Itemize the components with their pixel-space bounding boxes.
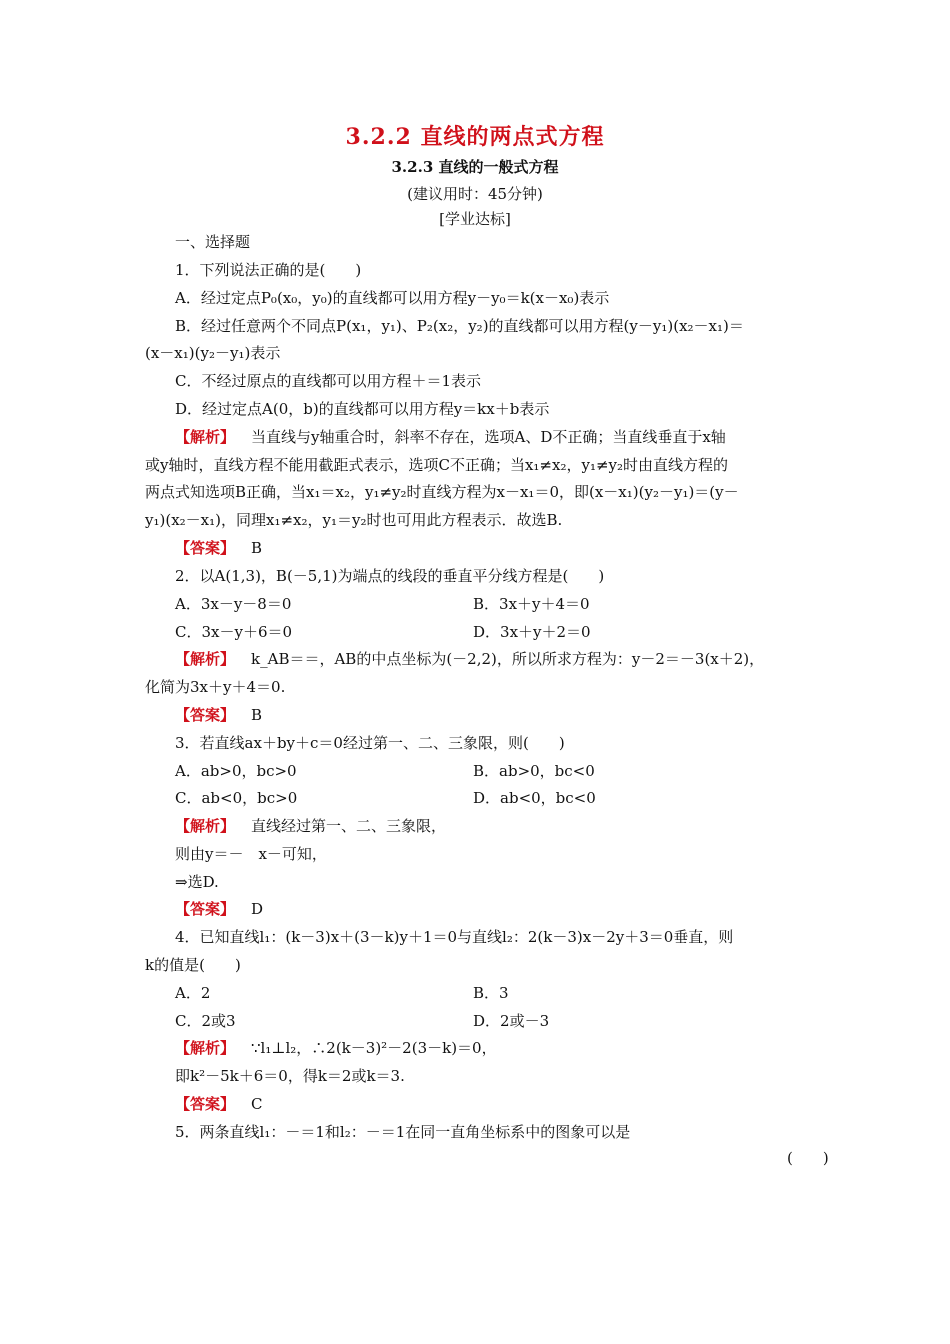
q4-option-d: D．2或－3 [473, 1012, 550, 1030]
page-title: 3.2.2 直线的两点式方程 [345, 124, 605, 150]
answer-label: 【答案】 [175, 539, 236, 557]
q1-option-d: D．经过定点A(0，b)的直线都可以用方程y＝kx＋b表示 [175, 400, 550, 418]
q2-option-b: B．3x＋y＋4＝0 [473, 595, 590, 613]
q4-analysis [175, 1038, 497, 1058]
answer-label: 【答案】 [175, 1095, 236, 1113]
q2-answer [175, 705, 262, 725]
suggested-time: (建议用时：45分钟) [407, 185, 543, 203]
q2-answer-value: B [251, 706, 263, 724]
q5-stem: 5．两条直线l₁：－＝1和l₂：－＝1在同一直角坐标系中的图象可以是 [175, 1123, 631, 1141]
q5-answer-blank: ( ) [787, 1149, 829, 1167]
answer-label: 【答案】 [175, 900, 236, 918]
q4-option-a: A．2 [175, 984, 211, 1002]
q4-analysis-line2: 即k²－5k＋6＝0，得k＝2或k＝3. [175, 1067, 405, 1085]
q1-analysis-text: 当直线与y轴重合时，斜率不存在，选项A、D不正确；当直线垂直于x轴 [251, 428, 726, 446]
q1-stem: 1．下列说法正确的是( ) [175, 261, 362, 279]
q4-stem: 4．已知直线l₁：(k－3)x＋(3－k)y＋1＝0与直线l₂：2(k－3)x－2y＋3＝0垂直，则 [175, 928, 734, 946]
q4-analysis-text: ∵l₁⊥l₂，∴2(k－3)²－2(3－k)＝0， [251, 1039, 497, 1057]
analysis-label: 【解析】 [175, 1039, 236, 1057]
q2-option-d: D．3x＋y＋2＝0 [473, 623, 591, 641]
q2-analysis [175, 649, 764, 669]
q2-stem: 2．以A(1,3)，B(－5,1)为端点的线段的垂直平分线方程是( ) [175, 567, 605, 585]
q3-option-c: C．ab<0，bc>0 [175, 789, 298, 807]
q3-analysis [175, 816, 446, 836]
q1-answer-value: B [251, 539, 263, 557]
q2-option-c: C．3x－y＋6＝0 [175, 623, 293, 641]
q1-analysis-line3: 两点式知选项B正确，当x₁＝x₂，y₁≠y₂时直线方程为x－x₁＝0，即(x－x₁)(y₂－y₁)＝(y－ [145, 483, 739, 501]
q3-answer-value: D [251, 900, 264, 918]
q3-stem: 3．若直线ax＋by＋c＝0经过第一、二、三象限，则( ) [175, 734, 565, 752]
analysis-label: 【解析】 [175, 650, 236, 668]
q1-option-a: A．经过定点P₀(x₀，y₀)的直线都可以用方程y－y₀＝k(x－x₀)表示 [175, 289, 610, 307]
analysis-label: 【解析】 [175, 817, 236, 835]
q3-answer [175, 899, 263, 919]
q3-analysis-line2: 则由y＝－ x－可知， [175, 845, 327, 863]
q3-option-d: D．ab<0，bc<0 [473, 789, 596, 807]
q1-option-c: C．不经过原点的直线都可以用方程＋＝1表示 [175, 372, 482, 390]
part-heading: 一、选择题 [175, 233, 251, 251]
q3-option-a: A．ab>0，bc>0 [175, 762, 297, 780]
q4-stem-cont: k的值是( ) [145, 956, 241, 974]
analysis-label: 【解析】 [175, 428, 236, 446]
q1-analysis [175, 427, 726, 447]
section-label: [学业达标] [439, 210, 511, 228]
q4-option-c: C．2或3 [175, 1012, 236, 1030]
q1-analysis-line2: 或y轴时，直线方程不能用截距式表示，选项C不正确；当x₁≠x₂，y₁≠y₂时由直线方程的 [145, 456, 729, 474]
q1-option-b-cont: (x－x₁)(y₂－y₁)表示 [145, 344, 281, 362]
q1-option-b: B．经过任意两个不同点P(x₁，y₁)、P₂(x₂，y₂)的直线都可以用方程(y－y₁)(x₂－x₁)＝ [175, 317, 744, 335]
q2-analysis-line2: 化简为3x＋y＋4＝0. [145, 678, 286, 696]
q1-analysis-line4: y₁)(x₂－x₁)，同理x₁≠x₂，y₁＝y₂时也可用此方程表示．故选B. [145, 511, 563, 529]
q4-answer-value: C [251, 1095, 263, 1113]
q1-answer [175, 538, 262, 558]
q3-analysis-text: 直线经过第一、二、三象限， [251, 817, 447, 835]
page-subtitle: 3.2.3 直线的一般式方程 [391, 158, 559, 176]
q3-option-b: B．ab>0，bc<0 [473, 762, 595, 780]
q2-analysis-text: k_AB＝＝，AB的中点坐标为(－2,2)，所以所求方程为：y－2＝－3(x＋2)， [251, 650, 765, 668]
q2-option-a: A．3x－y－8＝0 [175, 595, 292, 613]
answer-label: 【答案】 [175, 706, 236, 724]
q4-option-b: B．3 [473, 984, 509, 1002]
q4-answer [175, 1094, 263, 1114]
q3-analysis-line3: ⇒选D. [175, 873, 219, 891]
